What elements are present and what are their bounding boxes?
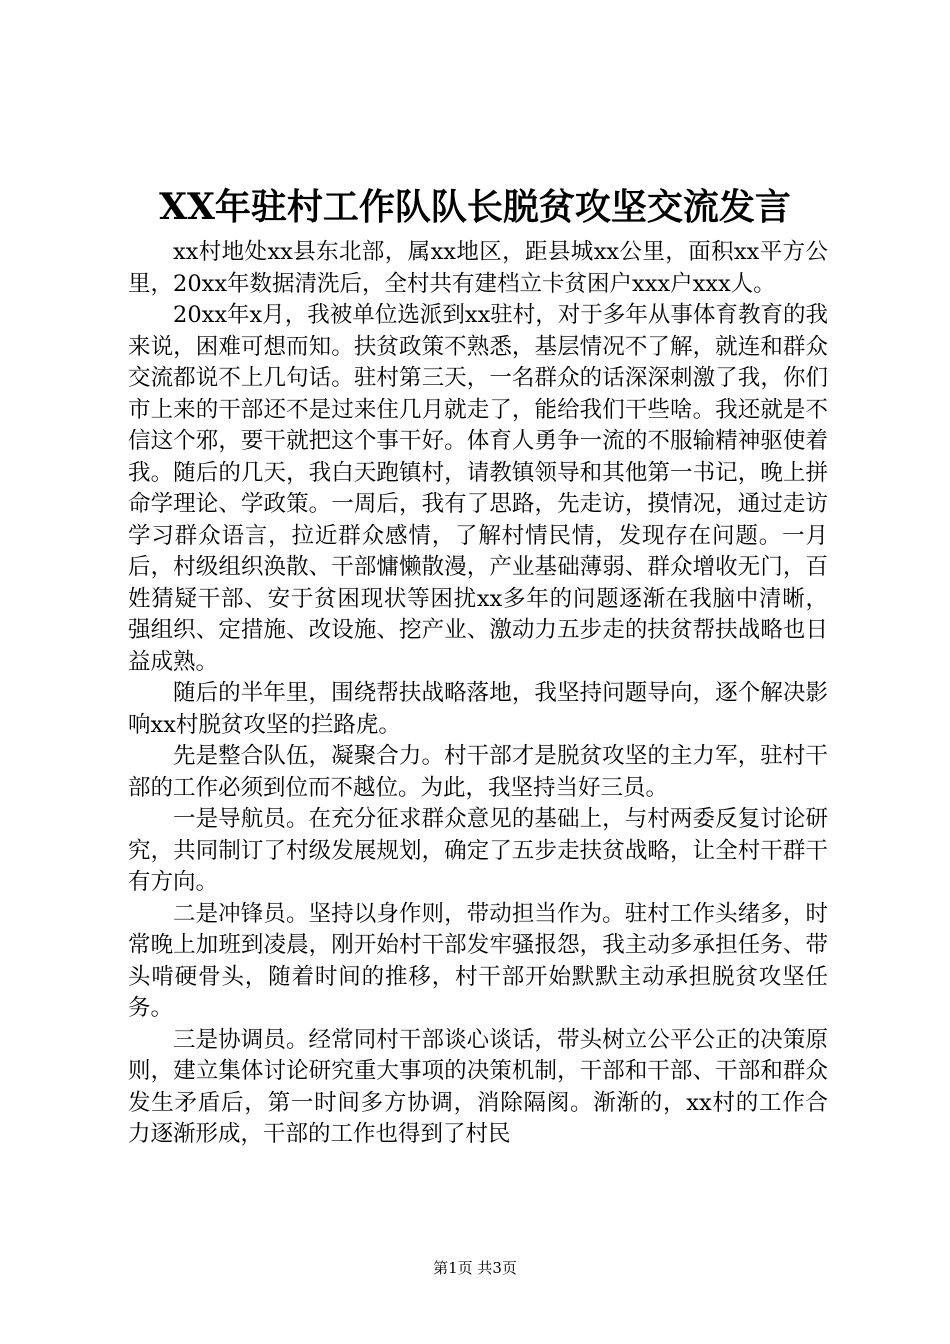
paragraph: 随后的半年里，围绕帮扶战略落地，我坚持问题导向，逐个解决影响xx村脱贫攻坚的拦路虎。	[128, 680, 828, 738]
paragraph: 三是协调员。经常同村干部谈心谈话，带头树立公平公正的决策原则，建立集体讨论研究重大事项的决策机制，干部和干部、干部和群众发生矛盾后，第一时间多方协调，消除隔阂。渐渐的，xx村的工作合力逐渐形成，干部的工作也得到了村民	[128, 1026, 828, 1147]
paragraph: 二是冲锋员。坚持以身作则，带动担当作为。驻村工作头绪多，时常晚上加班到凌晨，刚开始村干部发牢骚报怨，我主动多承担任务、带头啃硬骨头，随着时间的推移，村干部开始默默主动承担脱贫攻坚任务。	[128, 900, 828, 1021]
document-body	[128, 237, 828, 1151]
paragraph: 20xx年x月，我被单位选派到xx驻村，对于多年从事体育教育的我来说，困难可想而知。扶贫政策不熟悉，基层情况不了解，就连和群众交流都说不上几句话。驻村第三天，一名群众的话深深刺激了我，你们市上来的干部还不是过来住几月就走了，能给我们干些啥。我还就是不信这个邪，要干就把这个事干好。体育人勇争一流的不服输精神驱使着我。随后的几天，我白天跑镇村，请教镇领导和其他第一书记，晚上拼命学理论、学政策。一周后，我有了思路，先走访，摸情况，通过走访学习群众语言，拉近群众感情，了解村情民情，发现存在问题。一月后，村级组织涣散、干部慵懒散漫，产业基础薄弱、群众增收无门，百姓猜疑干部、安于贫困现状等困扰xx多年的问题逐渐在我脑中清晰，强组织、定措施、改设施、挖产业、激动力五步走的扶贫帮扶战略也日益成熟。	[128, 302, 828, 675]
page-footer: 第1页 共3页	[433, 1259, 517, 1277]
paragraph: 先是整合队伍，凝聚合力。村干部才是脱贫攻坚的主力军，驻村干部的工作必须到位而不越位。为此，我坚持当好三员。	[128, 743, 828, 801]
document-title: XX年驻村工作队队长脱贫攻坚交流发言	[159, 186, 791, 228]
paragraph: xx村地处xx县东北部，属xx地区，距县城xx公里，面积xx平方公里，20xx年数据清洗后，全村共有建档立卡贫困户xxx户xxx人。	[128, 239, 828, 297]
paragraph: 一是导航员。在充分征求群众意见的基础上，与村两委反复讨论研究，共同制订了村级发展规划，确定了五步走扶贫战略，让全村干群干有方向。	[128, 806, 828, 895]
